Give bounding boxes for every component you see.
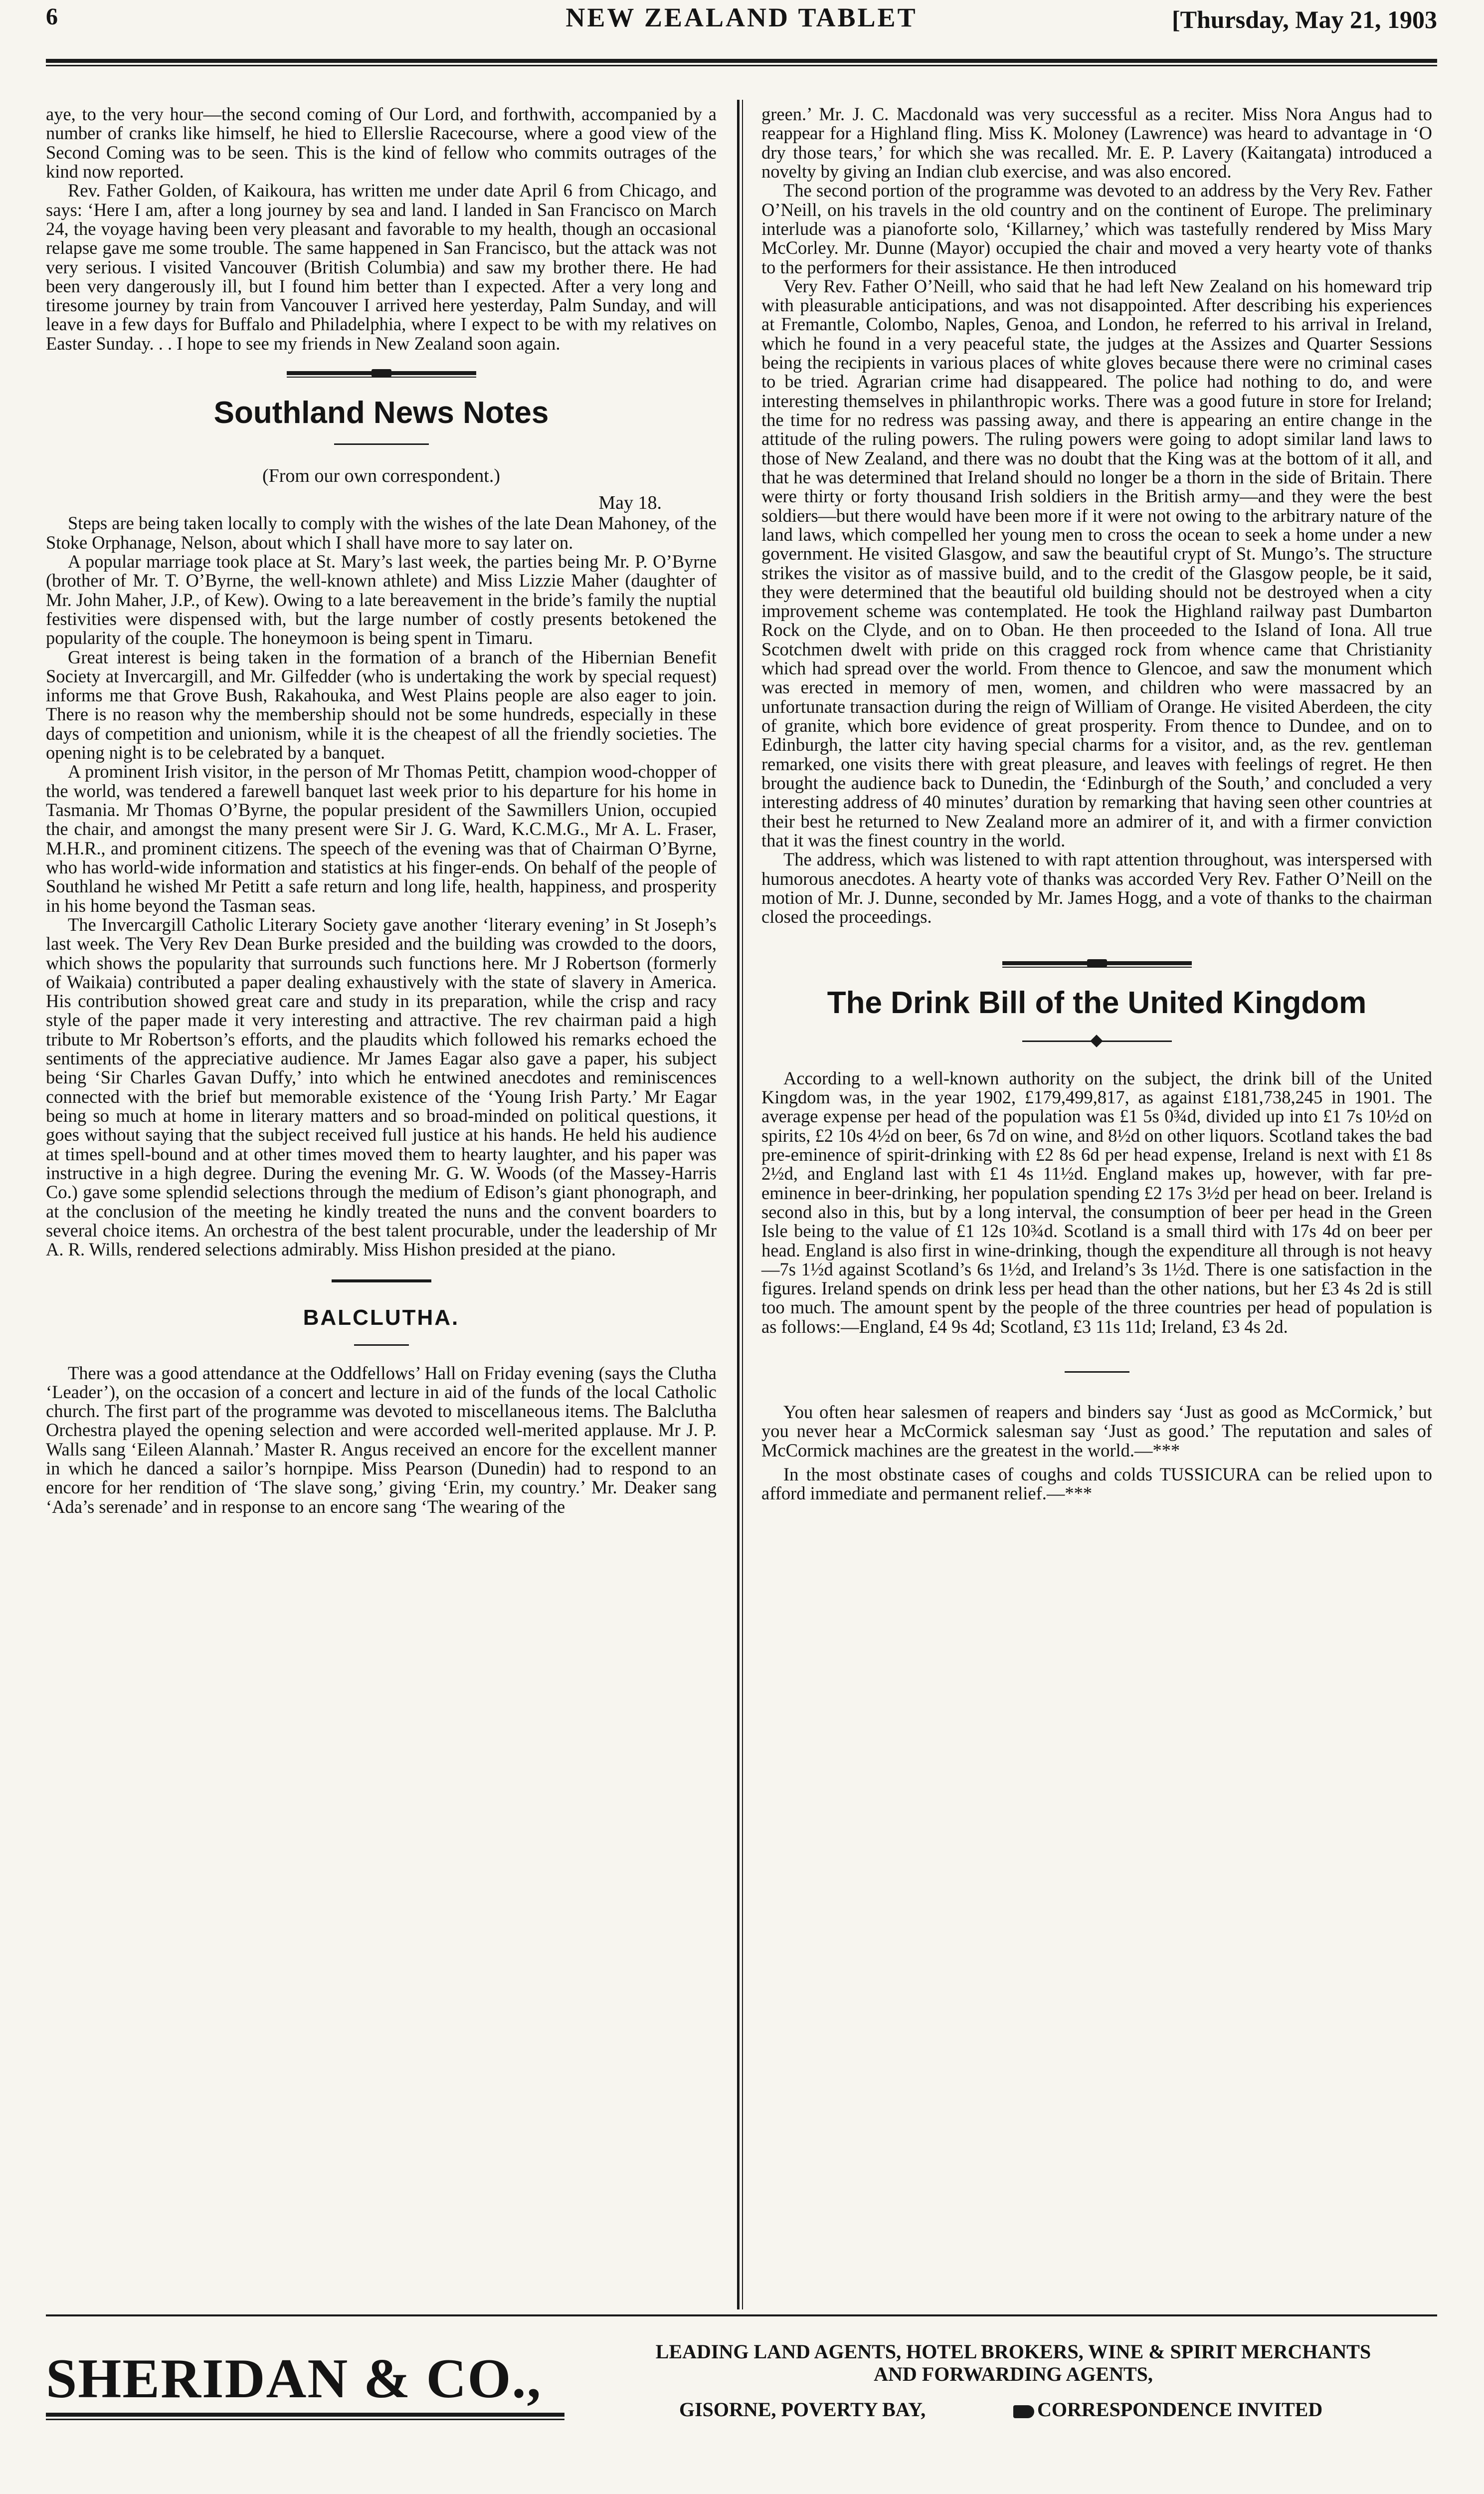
diamond-rule <box>1022 1034 1172 1049</box>
page-number: 6 <box>46 3 58 30</box>
ad-line: LEADING LAND AGENTS, HOTEL BROKERS, WINE & SPIRIT MERCHANTS <box>655 2340 1371 2363</box>
column-divider-thin <box>742 100 743 2309</box>
byline: (From our own correspondent.) <box>262 465 500 487</box>
masthead <box>46 0 1437 59</box>
paper-title: NEW ZEALAND TABLET <box>565 2 918 32</box>
article-paragraph: The Invercargill Catholic Literary Society gave another ‘literary evening’ in St Joseph’s last week. The Very Rev Dean Burke presided and the building was crowded to the doors, which shows the popularity that surrounds such functions here. Mr J Robertson (formerly of Waikaia) contributed a paper dealing exhaustively with the state of slavery in America. His contribution showed great care and study in its preparation, while the crisp and racy style of the paper made it very interesting and attractive. The rev chairman paid a high tribute to Mr Robertson’s efforts, and the plaudits which followed his remarks echoed the sentiments of the appreciative audience. Mr James Eagar also gave a paper, his subject being ‘Sir Charles Gavan Duffy,’ into which he entwined anecdotes and reminiscences connected with the brief but memorable existence of the ‘Young Irish Party.’ Mr Eagar being so much at home in literary matters and so broad-minded on political questions, it goes without saying that the subject received full justice at his hands. He held his audience at times spell-bound and at other times moved them to hearty laughter, and his paper was instructive in a high degree. During the evening Mr. G. W. Woods (of the Massey-Harris Co.) gave some splendid selections through the medium of Edison’s giant phonograph, and at the conclusion of the meeting he kindly treated the nuns and the convent boarders to several choice items. An orchestra of the best talent procurable, under the leadership of Mr A. R. Wills, rendered selections admirably. Miss Hishon presided at the piano. <box>46 914 717 1260</box>
article-paragraph: green.’ Mr. J. C. Macdonald was very successful as a reciter. Miss Nora Angus had to reappear for a Highland fling. Miss K. Moloney (Lawrence) was heard to advantage in ‘O dry those tears,’ for which she was recalled. Mr. E. P. Lavery (Kaitangata) introduced a novelty by giving an Indian club exercise, and was also encored. <box>761 104 1432 182</box>
subhead-rule <box>354 1344 409 1346</box>
dateline: May 18. <box>598 492 662 514</box>
column-divider <box>737 100 740 2309</box>
section-divider <box>1065 1371 1129 1373</box>
article-paragraph: The address, which was listened to with rapt attention throughout, was interspersed with humorous anecdotes. A hearty vote of thanks was accorded Very Rev. Father O’Neill on the motion of Mr. J. Dunne, seconded by Mr. James Hogg, and a vote of thanks to the chairman closed the proceedings. <box>761 849 1432 927</box>
right-column <box>761 105 1432 1503</box>
balclutha-subhead: BALCLUTHA. <box>303 1305 460 1330</box>
article-paragraph: There was a good attendance at the Oddfellows’ Hall on Friday evening (says the Clutha ‘Leader’), on the occasion of a concert and lecture in aid of the funds of the local Catholic church. The first part of the programme was devoted to miscellaneous items. The Balclutha Orchestra played the opening selection and were accorded well-merited applause. Mr J. P. Walls sang ‘Eileen Alannah.’ Master R. Angus received an encore for the excellent manner in which he danced a sailor’s hornpipe. Miss Pearson (Dunedin) had to respond to an encore for her rendition of ‘The slave song,’ giving ‘Erin, my country.’ Mr. Deaker sang ‘Ada’s serenade’ and in response to an encore sang ‘The wearing of the <box>46 1362 717 1517</box>
masthead-rule-thin <box>46 65 1437 66</box>
article-paragraph: aye, to the very hour—the second coming of Our Lord, and forthwith, accompanied by a number of cranks like himself, he hied to Ellerslie Racecourse, where a good view of the Second Coming was to be seen. This is the kind of fellow who commits outrages of the kind now reported. <box>46 104 717 182</box>
footer-advertisement <box>46 2327 1437 2477</box>
footer-rule <box>46 2314 1437 2316</box>
issue-date: [Thursday, May 21, 1903 <box>1171 5 1437 33</box>
ad-invite <box>1013 2398 1322 2421</box>
article-paragraph: Great interest is being taken in the formation of a branch of the Hibernian Benefit Society at Invercargill, and Mr. Gilfedder (who is undertaking the work by special request) informs me that Grove Bush, Rakahouka, and West Plains people are also eager to join. There is no reason why the membership should not be some hundreds, especially in these days of competition and unionism, while it is the cheapest of all the friendly societies. The opening night is to be celebrated by a banquet. <box>46 646 717 763</box>
section-divider <box>1002 961 1192 968</box>
headline-rule <box>334 443 429 445</box>
section-divider <box>332 1279 431 1282</box>
firm-underline <box>46 2413 564 2417</box>
article-paragraph: According to a well-known authority on the subject, the drink bill of the United Kingdom was, in the year 1902, £179,499,817, as against £181,738,245 in 1901. The average expense per head of the population was £1 5s 0¾d, divided up into £1 7s 10½d on spirits, £2 10s 4½d on beer, 6s 7d on wine, and 8½d on other liquors. Scotland takes the bad pre-eminence of spirit-drinking with £2 8s 6d per head expense, Ireland is next with £1 8s 2½d, and England last with £1 4s 11½d. England makes up, however, with far pre-eminence in beer-drinking, her population spending £2 17s 3½d per head on beer. Ireland is second also in this, but by a long interval, the consumption of beer per head in the Green Isle being to the value of £1 12s 10¾d. Scotland is a small third with 17s 4d on beer per head. England is also first in wine-drinking, though the expenditure all through is not heavy—7s 1½d against Scotland’s 6s 1½d, and Ireland’s 3s 1½d. There is one satisfaction in the figures. Ireland spends on drink less per head than the other nations, but her £3 4s 2d is still too much. The amount spent by the people of the three countries per head of population is as follows:—England, £4 9s 4d; Scotland, £3 11s 11d; Ireland, £3 4s 2d. <box>761 1067 1432 1337</box>
article-paragraph: Very Rev. Father O’Neill, who said that he had left New Zealand on his homeward trip with pleasurable anticipations, and was not disappointed. After describing his experiences at Fremantle, Colombo, Naples, Genoa, and London, he referred to his arrival in Ireland, which he found in a very peaceful state, the judges at the Assizes and Quarter Sessions being the recipients in various places of white gloves because there were no criminal cases to be tried. Agrarian crime had disappeared. The police had nothing to do, and were interesting themselves in philanthropic works. There was a good future in store for Ireland; the time for no redress was passing away, and there is appearing an entire change in the attitude of the ruling powers. The ruling powers were going to adopt similar land laws to those of New Zealand, and there was no doubt that the King was at the bottom of it all, and that he was determined that Ireland should no longer be a thorn in the side of Britain. There were thirty or forty thousand Irish soldiers in the British army—and they were the best soldiers—but there would have been more if it were not owing to the arbitrary nature of the land laws, which compelled her young men to cross the ocean to seek a home under a new government. He visited Glasgow, and saw the beautiful crypt of St. Mungo’s. The structure strikes the visitor as of massive build, and to the credit of the Glasgow people, be it said, they were determined that the beautiful old building should not be destroyed when a city improvement scheme was contemplated. He took the Highland railway past Dumbarton Rock on the Clyde, and on to Oban. He then proceeded to the Island of Iona. All true Scotchmen dwelt with pride on this cragged rock from whence came that Christianity which had spread over the world. From thence to Glencoe, and saw the monument which was erected in memory of men, women, and children who were massacred by an unfortunate transaction during the reign of William of Orange. He visited Aberdeen, the city of granite, which bore evidence of great prosperity. From thence to Dundee, and on to Edinburgh, the latter city having special charms for a visitor, and, as the rev. gentleman remarked, one visits there with great pleasure, and leaves with feelings of regret. He then brought the audience back to Dunedin, the ‘Edinburgh of the South,’ and concluded a very interesting address of 40 minutes’ duration by remarking that having seen other countries at their best he returned to New Zealand more an admirer of it, and with a firmer conviction that it was the finest country in the world. <box>761 275 1432 850</box>
masthead-rule <box>46 59 1437 63</box>
article-paragraph: The second portion of the programme was devoted to an address by the Very Rev. Father O’Neill, on his travels in the old country and on the continent of Europe. The preliminary interlude was a pianoforte solo, ‘Killarney,’ which was tastefully rendered by Miss Mary McCorley. Mr. Dunne (Mayor) occupied the chair and moved a very hearty vote of thanks to the performers for their assistance. He then introduced <box>761 180 1432 277</box>
southland-headline: Southland News Notes <box>213 396 549 430</box>
ad-place: GISORNE, POVERTY BAY, <box>679 2398 926 2421</box>
notice-paragraph: In the most obstinate cases of coughs and colds TUSSICURA can be relied upon to afford immediate and permanent relief.—*** <box>761 1464 1432 1504</box>
ad-invite-text: CORRESPONDENCE INVITED <box>1037 2398 1323 2421</box>
article-paragraph: A popular marriage took place at St. Mary’s last week, the parties being Mr. P. O’Byrne (brother of Mr. T. O’Byrne, the well-known athlete) and Miss Lizzie Maher (daughter of Mr. John Maher, J.P., of Kew). Owing to a late bereavement in the bride’s family the nuptial festivities were dispensed with, but the large number of costly presents betokened the popularity of the couple. The honeymoon is being spent in Timaru. <box>46 551 717 648</box>
ad-line: AND FORWARDING AGENTS, <box>874 2362 1153 2385</box>
article-paragraph: Steps are being taken locally to comply with the wishes of the late Dean Mahoney, of the Stoke Orphanage, Nelson, about which I shall have more to say later on. <box>46 513 717 553</box>
left-column <box>46 105 717 1516</box>
pointing-hand-icon <box>1013 2405 1034 2418</box>
drink-bill-headline: The Drink Bill of the United Kingdom <box>827 986 1367 1021</box>
article-paragraph: Rev. Father Golden, of Kaikoura, has written me under date April 6 from Chicago, and says: ‘Here I am, after a long journey by sea and land. I landed in San Francisco on March 24, the voyage having been very pleasant and favorable to my health, though an occasional relapse gave me some trouble. The same happened in San Francisco, but the attack was not very serious. I visited Vancouver (British Columbia) and saw my brother there. He had been very dangerously ill, but I found him better than I expected. After a very long and tiresome journey by train from Vancouver I arrived here yesterday, Palm Sunday, and will leave in a few days for Buffalo and Philadelphia, where I expect to be with my relatives on Easter Sunday. . . I hope to see my friends in New Zealand soon again. <box>46 180 717 354</box>
notice-paragraph: You often hear salesmen of reapers and binders say ‘Just as good as McCormick,’ but you never hear a McCormick salesman say ‘Just as good.’ The reputation and sales of McCormick machines are the greatest in the world.—*** <box>761 1402 1432 1460</box>
section-divider <box>287 371 476 378</box>
firm-name: SHERIDAN & CO., <box>46 2348 542 2410</box>
ad-copy <box>589 2341 1437 2386</box>
article-paragraph: A prominent Irish visitor, in the person of Mr Thomas Petitt, champion wood-chopper of the world, was tendered a farewell banquet last week prior to his departure for his home in Tasmania. Mr Thomas O’Byrne, the popular president of the Sawmillers Union, occupied the chair, and amongst the many present were Sir J. G. Ward, K.C.M.G., Mr A. L. Fraser, M.H.R., and prominent citizens. The speech of the evening was that of Chairman O’Byrne, who has world-wide information and statistics at his finger-ends. On behalf of the people of Southland he wished Mr Petitt a safe return and long life, health, happiness, and prosperity in his home beyond the Tasman seas. <box>46 761 717 916</box>
firm-underline-thin <box>46 2419 564 2420</box>
